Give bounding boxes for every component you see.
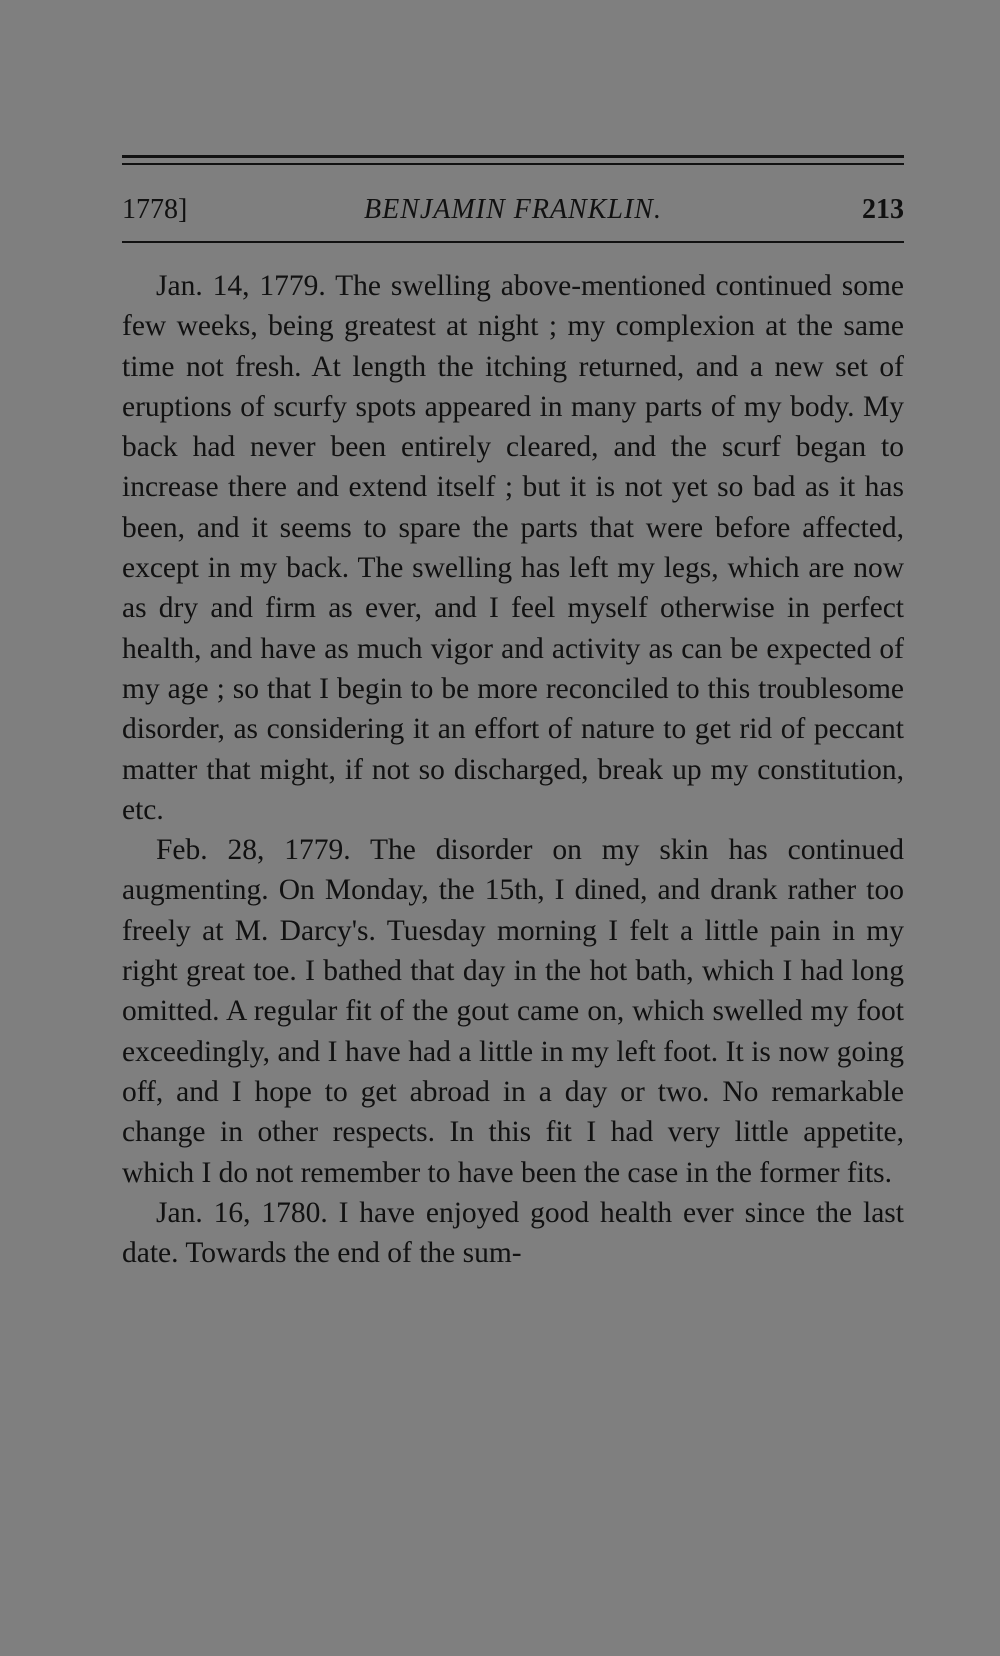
running-head-year: 1778] bbox=[122, 194, 188, 225]
top-rule bbox=[122, 155, 904, 158]
paragraph-jan-1780: Jan. 16, 1780. I have enjoyed good health ever since the last date. Towards the end of the sum- bbox=[122, 1196, 904, 1270]
running-head bbox=[122, 190, 904, 230]
paragraph-feb-1779: Feb. 28, 1779. The disorder on my skin has continued augmenting. On Monday, the 15th, I dined, and drank rather too freely at M. Darcy's. Tuesday morning I felt a little pain in my right great toe. I bathed that day in the hot bath, which I had long omitted. A regular fit of the gout came on, which swelled my foot exceedingly, and I have had a little in my left foot. It is now going off, and I hope to get abroad in a day or two. No remarkable change in other respects. In this fit I had very little appetite, which I do not remember to have been the case in the former fits. bbox=[122, 834, 904, 1189]
book-page bbox=[122, 0, 904, 1656]
paragraph-jan-1779: Jan. 14, 1779. The swelling above-mentioned continued some few weeks, being greatest at night ; my complexion at the same time not fresh. At length the itching returned, and a new set of eruptions of scurfy spots appeared in many parts of my body. My back had never been entirely cleared, and the scurf began to increase there and extend itself ; but it is not yet so bad as it has been, and it seems to spare the parts that were before affected, except in my back. The swelling has left my legs, which are now as dry and firm as ever, and I feel myself otherwise in perfect health, and have as much vigor and activity as can be expected of my age ; so that I begin to be more reconciled to this troublesome disorder, as considering it an effort of nature to get rid of peccant matter that might, if not so discharged, break up my constitution, etc. bbox=[122, 270, 904, 826]
header-rule bbox=[122, 241, 904, 243]
running-head-title: BENJAMIN FRANKLIN. bbox=[364, 194, 662, 225]
page-number: 213 bbox=[862, 194, 904, 225]
top-rule-inner bbox=[122, 163, 904, 165]
body-text bbox=[122, 266, 904, 1273]
